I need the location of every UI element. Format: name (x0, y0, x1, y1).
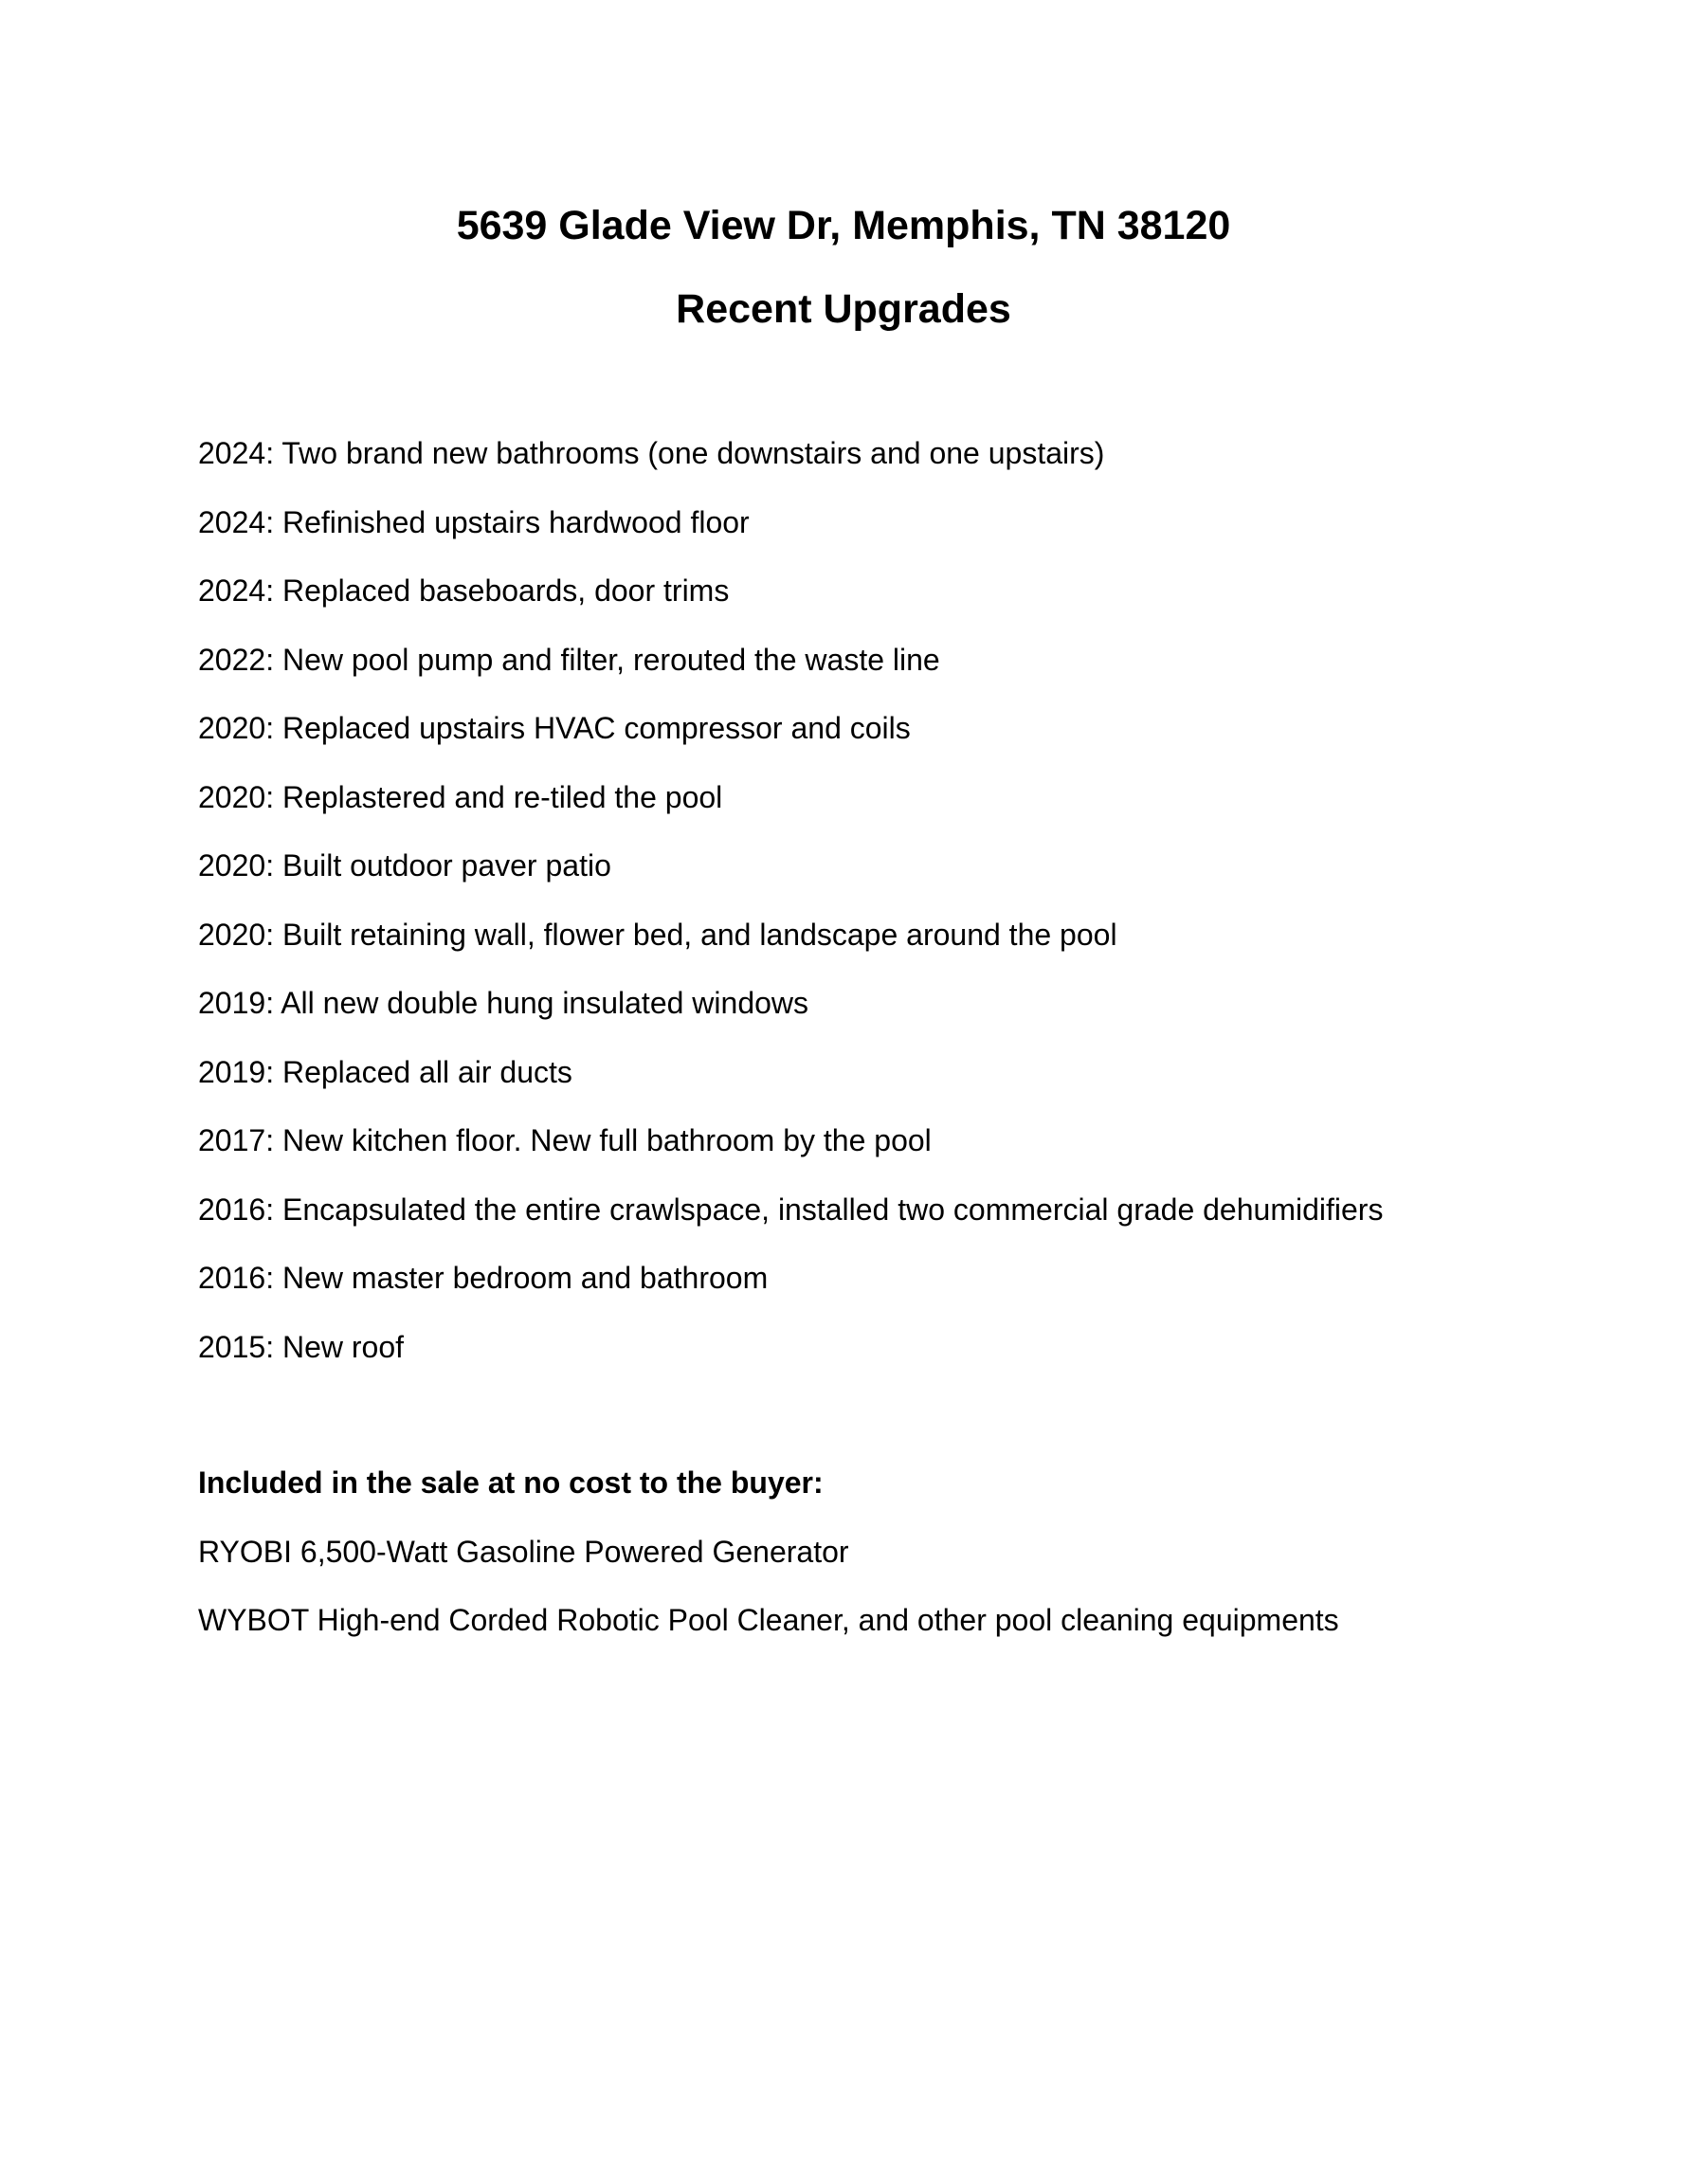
upgrade-item: 2020: Replaced upstairs HVAC compressor and coils (198, 711, 911, 745)
upgrade-item: 2020: Built retaining wall, flower bed, and landscape around the pool (198, 917, 1117, 952)
upgrade-item: 2016: New master bedroom and bathroom (198, 1261, 769, 1295)
section-title: Recent Upgrades (676, 286, 1011, 332)
upgrade-item: 2020: Replastered and re-tiled the pool (198, 779, 723, 814)
included-item: WYBOT High-end Corded Robotic Pool Cleaner, and other pool cleaning equipments (198, 1603, 1339, 1637)
upgrade-item: 2020: Built outdoor paver patio (198, 848, 611, 883)
upgrade-item: 2024: Refinished upstairs hardwood floor (198, 504, 750, 539)
included-items-list (198, 1464, 1339, 1670)
upgrade-item: 2019: All new double hung insulated windows (198, 986, 809, 1020)
upgrade-item: 2017: New kitchen floor. New full bathroom by the pool (198, 1123, 932, 1157)
upgrade-item: 2016: Encapsulated the entire crawlspace, installed two commercial grade dehumidifiers (198, 1192, 1384, 1227)
upgrade-item: 2019: Replaced all air ducts (198, 1054, 572, 1089)
upgrade-item: 2022: New pool pump and filter, rerouted the waste line (198, 642, 940, 677)
upgrades-list (198, 434, 1383, 1396)
upgrade-item: 2015: New roof (198, 1329, 405, 1364)
upgrade-item: 2024: Replaced baseboards, door trims (198, 573, 730, 608)
included-heading: Included in the sale at no cost to the buyer: (198, 1465, 824, 1500)
included-item: RYOBI 6,500-Watt Gasoline Powered Generator (198, 1534, 849, 1569)
page-title: 5639 Glade View Dr, Memphis, TN 38120 (456, 203, 1231, 248)
upgrade-item: 2024: Two brand new bathrooms (one downstairs and one upstairs) (198, 436, 1105, 470)
